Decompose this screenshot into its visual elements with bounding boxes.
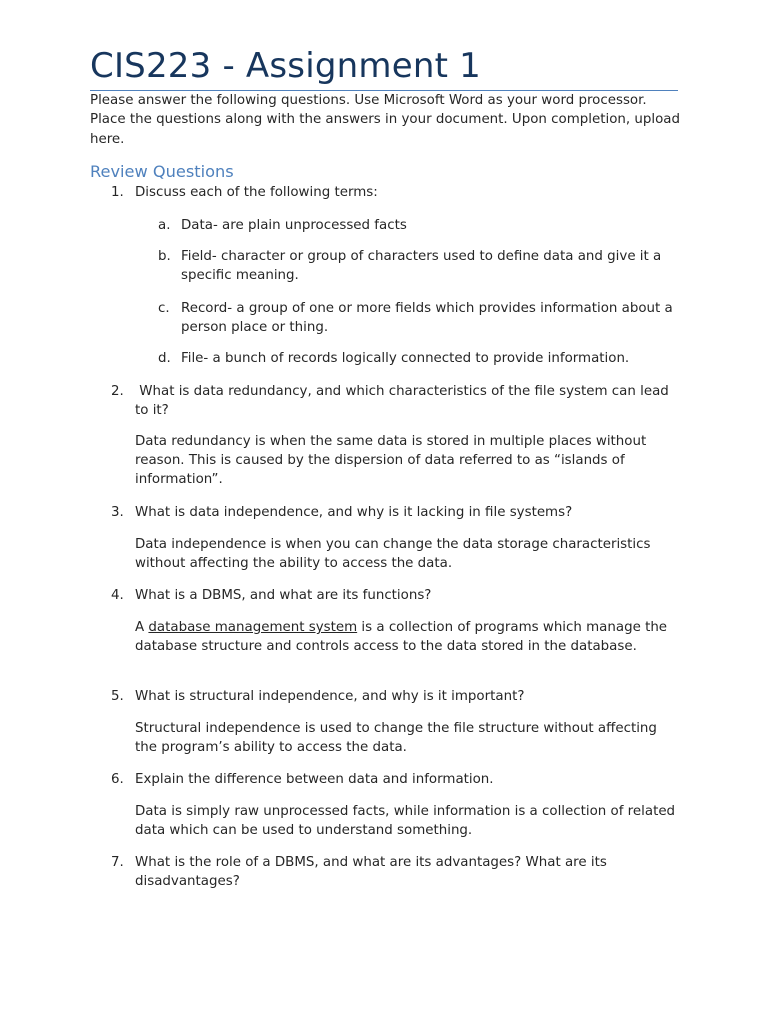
instructions-paragraph: Please answer the following questions. Use Microsoft Word as your word processor. Place the questions along with the answers in your document. Upon completion, upload here.: [90, 93, 680, 147]
question-number: 6.: [111, 772, 124, 787]
question-number: 1.: [111, 185, 124, 200]
answer-prefix: A: [135, 620, 149, 635]
answer-rest: is a collection of programs which manage the database structure and controls access to the data stored in the database.: [135, 620, 668, 655]
question-text: What is the role of a DBMS, and what are its advantages? What are its disadvantages?: [135, 855, 607, 890]
sub-item-letter: b.: [158, 249, 171, 264]
question-number: 7.: [111, 855, 124, 870]
database-management-system-link[interactable]: database management system: [148, 620, 358, 635]
sub-item-text: Field- character or group of characters used to define data and give it a specific meaning.: [181, 249, 662, 284]
answer-text: Data is simply raw unprocessed facts, while information is a collection of related data which can be used to understand something.: [135, 804, 676, 839]
question-text: What is a DBMS, and what are its functions?: [135, 588, 432, 603]
sub-item-letter: d.: [158, 351, 171, 366]
question-number: 3.: [111, 505, 124, 520]
question-number: 5.: [111, 689, 124, 704]
sub-item-letter: c.: [158, 301, 170, 316]
sub-item-text: Record- a group of one or more fields which provides information about a person place or thing.: [181, 301, 673, 336]
document-title: CIS223 - Assignment 1: [90, 46, 481, 86]
sub-item-letter: a.: [158, 218, 171, 233]
sub-item-text: File- a bunch of records logically connected to provide information.: [181, 351, 630, 366]
sub-item-text: Data- are plain unprocessed facts: [181, 218, 407, 233]
question-text: What is data independence, and why is it lacking in file systems?: [135, 505, 573, 520]
question-text: What is structural independence, and why is it important?: [135, 689, 525, 704]
question-text: Discuss each of the following terms:: [135, 185, 378, 200]
answer-text: Structural independence is used to change the file structure without affecting the program’s ability to access the data.: [135, 721, 657, 756]
answer-text: Data independence is when you can change the data storage characteristics without affecting the ability to access the data.: [135, 537, 651, 572]
question-number: 4.: [111, 588, 124, 603]
answer-text: Data redundancy is when the same data is stored in multiple places without reason. This is caused by the dispersion of data referred to as “islands of information”.: [135, 434, 647, 488]
question-text: What is data redundancy, and which characteristics of the file system can lead to it?: [135, 384, 674, 419]
question-text: Explain the difference between data and information.: [135, 772, 494, 787]
question-number: 2.: [111, 384, 124, 399]
answer-text: [135, 618, 680, 656]
section-heading-review-questions: Review Questions: [90, 162, 234, 181]
